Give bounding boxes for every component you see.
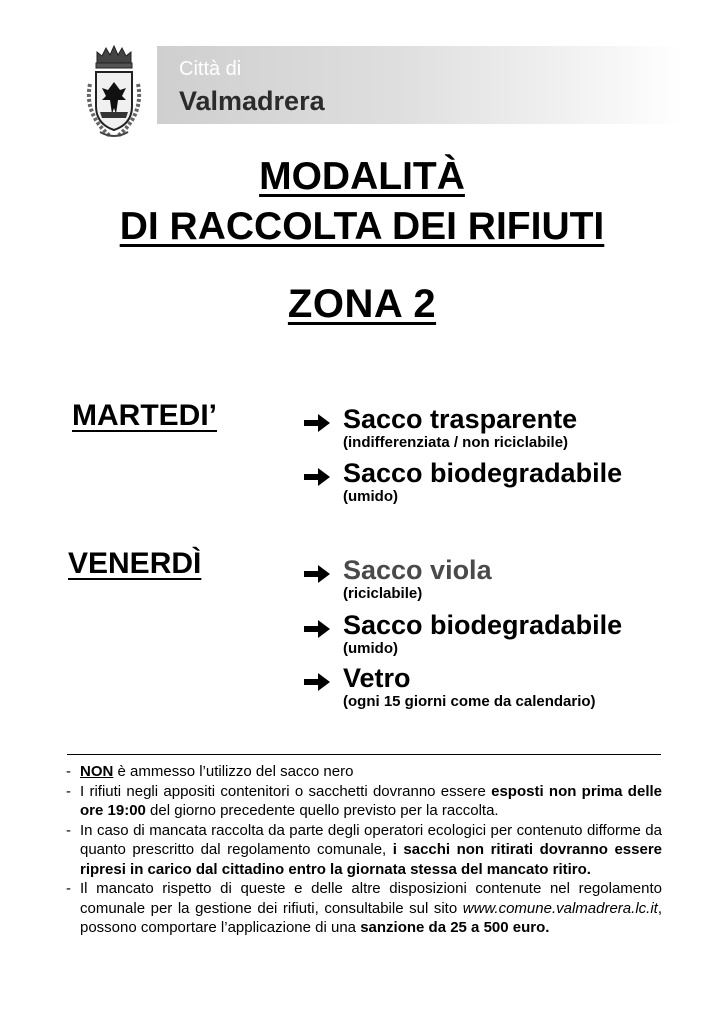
item-title: Sacco biodegradabile xyxy=(343,610,623,640)
item-subtitle: (ogni 15 giorni come da calendario) xyxy=(343,693,596,710)
note-emphasis: sanzione da 25 a 500 euro. xyxy=(360,919,550,936)
right-arrow-icon xyxy=(302,671,332,693)
item-title: Vetro xyxy=(343,663,411,693)
note-emphasis: i sacchi non ritirati dovranno essere ripresi in carico dal cittadino entro la giornata stessa del mancato ritiro. xyxy=(80,841,662,878)
notes-section xyxy=(66,762,662,938)
zone-title: ZONA 2 xyxy=(287,282,437,326)
item-subtitle: (indifferenziata / non riciclabile) xyxy=(343,434,569,451)
header-band xyxy=(157,46,683,124)
item-subtitle: (umido) xyxy=(343,640,398,657)
item-title: Sacco viola xyxy=(343,555,492,585)
note-item: - NON è ammesso l’utilizzo del sacco nero xyxy=(66,763,354,780)
day-label-tuesday: MARTEDI’ xyxy=(72,399,217,432)
city-name: Valmadrera xyxy=(179,86,325,116)
item-subtitle: (umido) xyxy=(343,488,398,505)
page-title-line1: MODALITÀ xyxy=(259,155,465,198)
item-subtitle: (riciclabile) xyxy=(343,585,423,602)
right-arrow-icon xyxy=(302,563,332,585)
item-title: Sacco trasparente xyxy=(343,404,578,434)
day-label-friday: VENERDÌ xyxy=(68,547,202,580)
note-emphasis: esposti non prima delle ore 19:00 xyxy=(80,782,662,819)
note-item: - In caso di mancata raccolta da parte degli operatori ecologici per contenuto difforme da quanto prescritto dal regolamento comunale, i sacchi non ritirati dovranno essere ripresi in carico dal cittadino entro la giornata stessa del mancato ritiro. xyxy=(66,821,662,878)
page-title-line2: DI RACCOLTA DEI RIFIUTI xyxy=(119,205,605,248)
note-emphasis: NON xyxy=(80,763,114,780)
item-title: Sacco biodegradabile xyxy=(343,458,623,488)
note-item: - Il mancato rispetto di queste e delle altre disposizioni contenute nel regolamento comunale per la gestione dei rifiuti, consultabile sul sito www.comune.valmadrera.lc.it, possono comportare l’applicazione di una sanzione da 25 a 500 euro. xyxy=(66,880,662,936)
right-arrow-icon xyxy=(302,618,332,640)
note-item: - I rifiuti negli appositi contenitori o sacchetti dovranno essere esposti non prima delle ore 19:00 del giorno precedente quello previsto per la raccolta. xyxy=(66,782,662,819)
right-arrow-icon xyxy=(302,412,332,434)
municipal-crest-icon xyxy=(80,44,148,144)
right-arrow-icon xyxy=(302,466,332,488)
city-prefix: Città di xyxy=(179,58,242,80)
website-link[interactable]: www.comune.valmadrera.lc.it xyxy=(462,899,658,917)
divider xyxy=(67,754,661,755)
